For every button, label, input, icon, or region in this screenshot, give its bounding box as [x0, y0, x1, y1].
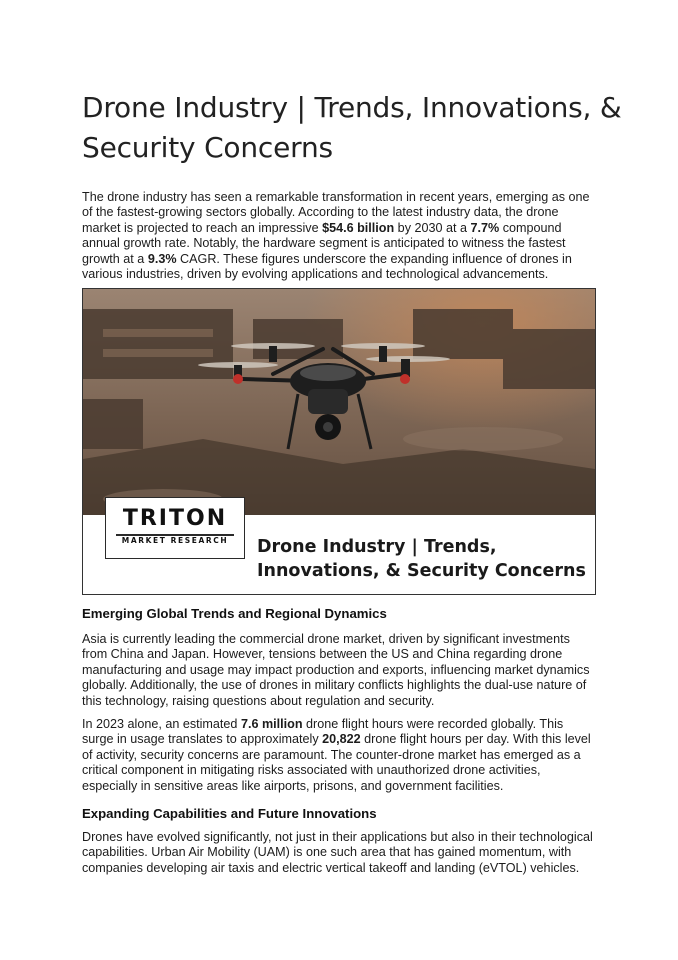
intro-paragraph [82, 190, 598, 282]
hardware-cagr: 9.3% [147, 251, 177, 266]
hero-image [82, 288, 596, 595]
section1-p2-text-b: drone flight hours were recorded globally. This surge in usage translates to approximately [82, 717, 564, 747]
section2-heading: Expanding Capabilities and Future Innovations [82, 806, 377, 821]
intro-text-3: compound annual growth rate. Notably, the hardware segment is anticipated to witness the fastest growth at a [82, 220, 566, 266]
section1-p2-text-c: drone flight hours per day. With this level of activity, security concerns are paramount. The counter-drone market has emerged as a critical component in mitigating risks associated with unauthorized drone activities, especially in sensitive areas like airports, prisons, and government facilities. [82, 732, 591, 793]
market-value: $54.6 billion [322, 220, 395, 235]
intro-text-4: CAGR. These figures underscore the expanding influence of drones in various industries, driven by evolving applications and technological advancements. [82, 251, 572, 282]
section1-paragraph-1: Asia is currently leading the commercial drone market, driven by significant investments from China and Japan. However, tensions between the US and China regarding drone manufacturing and usage may impact production and exports, influencing market dynamics globally. Additionally, the use of drones in military conflicts highlights the dual-use nature of this technology, raising questions about regulation and security. [82, 632, 590, 708]
logo-subtext: MARKET RESEARCH [121, 536, 229, 545]
image-banner-title: Drone Industry | Trends, Innovations, & Security Concerns [257, 537, 586, 581]
section2-paragraph-1: Drones have evolved significantly, not just in their applications but also in their technological capabilities. Urban Air Mobility (UAM) is one such area that has gained momentum, with companies developing air taxis and electric vertical takeoff and landing (eVTOL) vehicles. [82, 830, 593, 875]
intro-text-1: The drone industry has seen a remarkable transformation in recent years, emerging as one of the fastest-growing sectors globally. According to the latest industry data, the drone market is projected to reach an impressive [82, 190, 590, 235]
annual-flight-hours: 7.6 million [240, 717, 303, 731]
page-title: Drone Industry | Trends, Innovations, & Security Concerns [82, 91, 622, 164]
triton-logo [105, 497, 245, 559]
section1-p2-text-a: In 2023 alone, an estimated [82, 717, 241, 731]
section1-paragraph-2 [82, 717, 598, 794]
daily-flight-hours: 20,822 [322, 732, 361, 747]
intro-text-2: by 2030 at a [394, 220, 471, 235]
logo-text: TRITON [122, 506, 228, 531]
section1-heading: Emerging Global Trends and Regional Dynamics [82, 606, 387, 621]
market-cagr: 7.7% [470, 220, 500, 235]
